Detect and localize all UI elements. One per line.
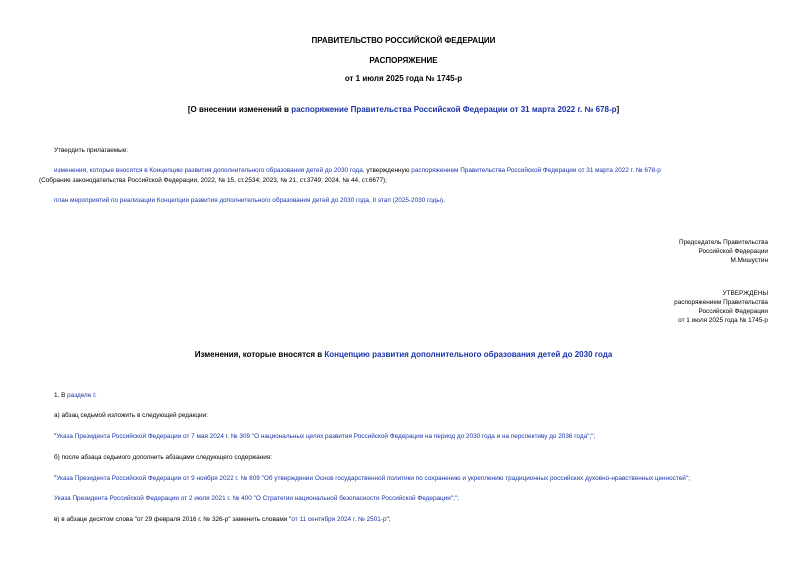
item2-link-plan[interactable]: план мероприятий по реализации Концепции развития дополнительного образования детей до 2030 года, II этап (2025-2030 годы) (54, 197, 444, 204)
pb-quote: " (54, 475, 57, 482)
change-section-1 (54, 392, 769, 400)
pc-suffix: "; (386, 516, 391, 523)
item2-tail: . (443, 197, 445, 204)
p1-link-section[interactable]: разделе I (67, 392, 95, 399)
pc-link-order[interactable]: от 11 сентября 2024 г. № 2501-р (291, 516, 387, 523)
pb2-rest: "О Стратегии национальной безопасности Российской Федерации";"; (251, 495, 459, 502)
item1-link-changes[interactable]: изменения, которые вносятся в (54, 167, 148, 174)
changes-title-prefix: Изменения, которые вносятся в (194, 350, 325, 359)
signature-line-2: Российской Федерации (698, 248, 768, 256)
p1-prefix: 1. В (54, 392, 68, 399)
pa-quote: " (54, 433, 57, 440)
pb2-link-decree[interactable]: Указа Президента Российской Федерации от 2 июля 2021 г. № 400 (54, 495, 252, 502)
pa-rest: "О национальных целях развития Российской Федерации на период до 2030 года и на перспективу до 2036 года";"; (250, 433, 596, 440)
header-org: ПРАВИТЕЛЬСТВО РОССИЙСКОЙ ФЕДЕРАЦИИ (311, 36, 496, 45)
signature-line-1: Председатель Правительства (679, 239, 768, 246)
subject-link[interactable]: распоряжение Правительства Российской Федерации от 31 марта 2022 г. № 678-р (291, 105, 617, 114)
changes-title-link[interactable]: Концепцию развития дополнительного образования детей до 2030 года (324, 350, 613, 359)
approved-line-2: распоряжением Правительства (674, 299, 768, 307)
change-b-text-1 (54, 475, 769, 483)
doc-subject (0, 105, 807, 115)
change-a-text (54, 433, 769, 441)
approved-line-4: от 1 июля 2025 года № 1745-р (678, 317, 768, 325)
signature-block (679, 238, 768, 265)
pc-prefix: в) в абзаце десятом слова "от 29 февраля 2016 г. № 326-р" заменить словами " (54, 516, 292, 523)
pb1-rest: "Об утверждении Основ государственной политики по сохранению и укреплению традиционных российских духовно-нравственных ценностей"; (259, 475, 690, 482)
item-1 (54, 167, 768, 175)
item1-mid: утвержденную (366, 167, 410, 174)
change-a: а) абзац седьмой изложить в следующей редакции: (54, 412, 208, 419)
item1-link-concept[interactable]: Концепцию развития дополнительного образования детей до 2030 года, (149, 167, 365, 174)
change-c (54, 516, 769, 524)
subject-suffix: ] (616, 105, 620, 114)
change-b: б) после абзаца седьмого дополнить абзацами следующего содержания: (54, 454, 273, 461)
changes-title (0, 350, 807, 360)
p1-suffix: : (94, 392, 97, 399)
pb1-link-decree[interactable]: Указа Президента Российской Федерации от 9 ноября 2022 г. № 809 (56, 475, 260, 482)
approved-line-1: УТВЕРЖДЕНЫ (722, 290, 768, 297)
change-b-text-2 (54, 495, 769, 503)
item-1-tail: (Собрание законодательства Российской Федерации, 2022, № 15, ст.2534; 2023, № 21, ст.3749; 2024, № 44, ст.6677); (39, 177, 387, 184)
doc-date-number: от 1 июля 2025 года № 1745-р (344, 74, 463, 83)
signature-line-3: М.Мишустин (730, 257, 768, 265)
doc-type: РАСПОРЯЖЕНИЕ (369, 56, 438, 65)
approved-line-3: Российской Федерации (698, 308, 768, 316)
item1-link-order[interactable]: распоряжением Правительства Российской Федерации от 31 марта 2022 г. № 678-р (411, 167, 661, 174)
approved-block (674, 289, 768, 325)
pa-link-decree[interactable]: Указа Президента Российской Федерации от 7 мая 2024 г. № 309 (56, 433, 251, 440)
item-2 (54, 197, 769, 205)
approve-text: Утвердить прилагаемые: (54, 147, 129, 154)
subject-prefix: [О внесении изменений в (187, 105, 292, 114)
